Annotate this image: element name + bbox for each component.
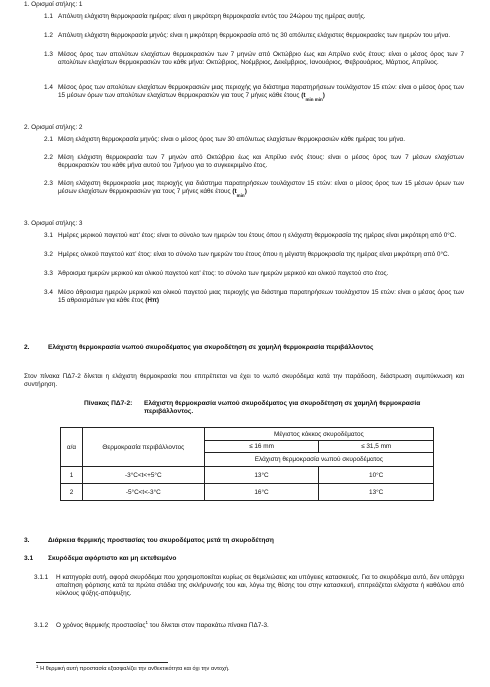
table-caption-text: Ελάχιστη θερμοκρασία νωπού σκυροδέματος για σκυροδέτηση σε χαμηλή θερμοκρασία περιβάλλοντος.	[144, 400, 421, 415]
criterion3-heading: 3. Ορισμοί στήλης: 3	[24, 220, 83, 227]
footnote-ref[interactable]: 1	[145, 620, 148, 625]
item-text: Μέση ελάχιστη θερμοκρασία μηνός: είναι ο μέσος όρος των 30 απόλυτως ελαχίστων θερμοκρασιών κάθε ημέρας του μήνα.	[58, 136, 406, 143]
item-number: 1.3	[44, 51, 53, 58]
item-text: Μέση ελάχιστη θερμοκρασία μιας περιοχής για διάστημα παρατηρήσεων τουλάχιστον 15 ετών: είναι ο μέσος όρος των 15 μέσων όρων των μέσων ελαχίστων θερμοκρασιών για τους 7 μήνες κάθε έτους (tmin)	[58, 180, 464, 198]
item-number: 1.4	[44, 84, 53, 91]
cell-value: 10°C	[319, 467, 434, 484]
paragraph-number: 3.1.1	[34, 574, 49, 581]
header-size-31: ≤ 31,5 mm	[319, 441, 434, 453]
section2-number: 2.	[24, 344, 30, 351]
table-row	[61, 467, 434, 484]
item-number: 2.2	[44, 154, 53, 161]
header-max-aggregate: Μέγιστος κόκκος σκυροδέματος	[204, 428, 433, 441]
header-min-fresh-temp: Ελάχιστη θερμοκρασία νωπού σκυροδέματος	[204, 453, 433, 467]
table-row	[61, 484, 434, 501]
item-number: 3.1	[44, 232, 53, 239]
cell-aa: 2	[61, 484, 83, 501]
item-text: Μέση ελάχιστη θερμοκρασία των 7 μηνών από Οκτώβριο έως και Απρίλιο ενός έτους: είναι ο μέσος όρος των 7 μέσων ελαχίστων θερμοκρασιών του κάθε μήνα αυτού του 7μήνου για το συγκεκριμένο έτος.	[58, 154, 464, 169]
footnote-divider	[36, 662, 168, 663]
item-number: 3.2	[44, 251, 53, 258]
min-temperature-table	[60, 427, 434, 501]
item-text: Μέσο άθροισμα ημερών μερικού και ολικού παγετού μιας περιοχής για διάστημα παρατηρήσεων τουλάχιστον 15 ετών: είναι ο μέσος όρος των 15 αθροισμάτων για κάθε έτος (Ηπ)	[58, 289, 464, 304]
cell-value: 13°C	[204, 467, 319, 484]
cell-env: -5°C<t<-3°C	[82, 484, 204, 501]
section2-title: Ελάχιστη θερμοκρασία νωπού σκυροδέματος για σκυροδέτηση σε χαμηλή θερμοκρασία περιβάλλοντος	[48, 344, 374, 351]
cell-env: -3°C<t<+5°C	[82, 467, 204, 484]
item-text: Άθροισμα ημερών μερικού και ολικού παγετού κατ’ έτος: το σύνολο των ημερών μερικού και ολικού παγετού στο έτος.	[58, 270, 389, 277]
header-size-16: ≤ 16 mm	[204, 441, 319, 453]
paragraph-3-1-1: Η κατηγορία αυτή, αφορά σκυρόδεμα που χρησιμοποιείται κυρίως σε θεμελιώσεις και υπόγειες κατασκευές. Για το σκυρόδεμα αυτό, δεν υπάρχει απαίτηση φόρτισης κατά τα πρώτα στάδια της σκλήρυνσής του και, λόγω της θέσης του στην κατασκευή, επιτρεάζεται ελάχιστα ή καθόλου από κύκλους ψύξης-απόψυξης.	[56, 574, 464, 597]
item-number: 1.1	[44, 13, 53, 20]
subsection-title: Σκυρόδεμα αφόρτιστο και μη εκτεθειμένο	[48, 555, 177, 562]
item-text: Ημέρες μερικού παγετού κατ’ έτος: είναι το σύνολο των ημερών του έτους όπου η ελάχιστη θερμοκρασία της ημέρας είναι μικρότερη από 0°C.	[58, 232, 457, 239]
item-text: Μέσος όρος των απολύτων ελαχίστων θερμοκρασιών των 7 μηνών από Οκτώβριο έως και Απρίλιο ενός έτους: είναι ο μέσος όρος των 7 απολύτων ελαχίστων θερμοκρασιών του κάθε μήνα: Οκτώβριος, Νοέμβριος, Δεκέμβριος, Ιανουάριος, Φεβρουάριος, Μάρτιος, Απρίλιος.	[58, 51, 464, 66]
item-number: 2.3	[44, 180, 53, 187]
item-number: 1.2	[44, 32, 53, 39]
table-caption-label: Πίνακας ΠΔ7-2:	[84, 400, 133, 407]
section2-paragraph: Στον πίνακα ΠΔ7-2 δίνεται η ελάχιστη θερμοκρασία που επιτρέπεται να έχει το νωπό σκυρόδεμα κατά την παράδοση, διάστρωση συμπύκνωση και συντήρηση.	[24, 373, 464, 388]
paragraph-3-1-2: Ο χρόνος θερμικής προστασίας$^1$ του δίνεται στον παρακάτω πίνακα ΠΔ7-3.	[56, 620, 269, 629]
cell-value: 16°C	[204, 484, 319, 501]
item-text: Ημέρες ολικού παγετού κατ’ έτος: είναι το σύνολο των ημερών του έτους όπου η μέγιστη θερμοκρασία της ημέρας είναι μικρότερη από 0°C.	[58, 251, 450, 258]
section3-title: Διάρκεια θερμικής προστασίας του σκυροδέματος μετά τη σκυροδέτηση	[48, 537, 274, 544]
item-number: 3.3	[44, 270, 53, 277]
section3-number: 3.	[24, 537, 30, 544]
criterion2-heading: 2. Ορισμοί στήλης: 2	[24, 124, 83, 131]
footnote: $^1$ Η θερμική αυτή προστασία εξασφαλίζει την ανθεκτικότητα και όχι την αντοχή.	[36, 664, 230, 672]
item-number: 2.1	[44, 136, 53, 143]
cell-aa: 1	[61, 467, 83, 484]
subsection-number: 3.1	[24, 555, 34, 562]
item-text: Μέσος όρος των απολύτων ελαχίστων θερμοκρασιών μιας περιοχής για διάστημα παρατηρήσεων τουλάχιστον 15 ετών: είναι ο μέσος όρος των 15 μέσων όρων των απολύτων ελαχίστων θερμοκρασιών για τους 7 μήνες κάθε έτους (tmin min)	[58, 84, 464, 102]
cell-value: 13°C	[319, 484, 434, 501]
item-text: Απόλυτη ελάχιστη θερμοκρασία μηνός: είναι η μικρότερη θερμοκρασία από τις 30 απόλυτες ελάχιστες θερμοκρασίες των ημερών του μήνα.	[58, 32, 451, 39]
criterion1-heading: 1. Ορισμοί στήλης: 1	[24, 1, 83, 8]
header-aa: α/α	[61, 428, 83, 467]
item-number: 3.4	[44, 289, 53, 296]
paragraph-number: 3.1.2	[34, 622, 49, 629]
header-env-temp: Θερμοκρασία περιβάλλοντος	[82, 428, 204, 467]
item-text: Απόλυτη ελάχιστη θερμοκρασία ημέρας: είναι η μικρότερη θερμοκρασία εντός του 24ώρου της ημέρας αυτής.	[58, 13, 366, 20]
